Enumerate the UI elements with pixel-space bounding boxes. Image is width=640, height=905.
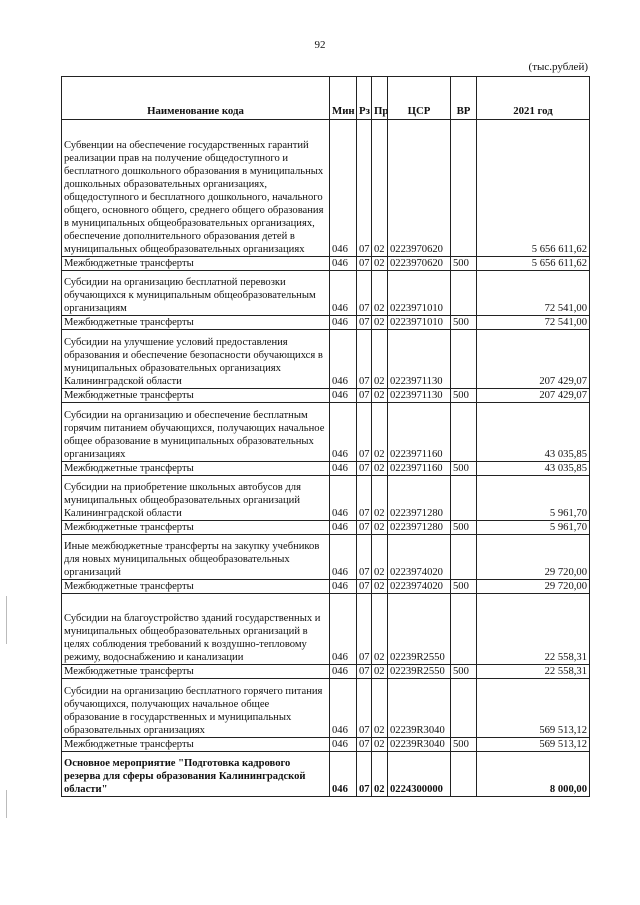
row-rz: 07	[357, 476, 372, 521]
row-min: 046	[330, 257, 357, 271]
row-amount: 207 429,07	[477, 389, 590, 403]
row-amount: 43 035,85	[477, 462, 590, 476]
row-rz: 07	[357, 594, 372, 665]
row-vr	[451, 120, 477, 257]
row-rz: 07	[357, 330, 372, 389]
row-vr: 500	[451, 316, 477, 330]
row-vr	[451, 594, 477, 665]
header-rz: Рз	[357, 77, 372, 120]
row-name: Субсидии на организацию бесплатной перевозки обучающихся к муниципальным общеобразовательным организациям	[62, 271, 330, 316]
row-amount: 569 513,12	[477, 679, 590, 738]
table-row	[62, 271, 590, 316]
row-amount: 22 558,31	[477, 594, 590, 665]
row-pr: 02	[372, 316, 388, 330]
table-row	[62, 738, 590, 752]
header-csr: ЦСР	[388, 77, 451, 120]
row-min: 046	[330, 738, 357, 752]
row-vr: 500	[451, 462, 477, 476]
row-min: 046	[330, 752, 357, 797]
row-vr	[451, 752, 477, 797]
row-csr: 02239R3040	[388, 738, 451, 752]
row-amount: 569 513,12	[477, 738, 590, 752]
table-row	[62, 521, 590, 535]
row-rz: 07	[357, 257, 372, 271]
row-name: Межбюджетные трансферты	[62, 462, 330, 476]
units-label: (тыс.рублей)	[528, 61, 588, 73]
row-name: Межбюджетные трансферты	[62, 580, 330, 594]
row-name: Субсидии на благоустройство зданий государственных и муниципальных общеобразовательных организаций в целях соблюдения требований к воздушно-тепловому режиму, водоснабжению и канализации	[62, 594, 330, 665]
row-min: 046	[330, 679, 357, 738]
row-pr: 02	[372, 580, 388, 594]
row-rz: 07	[357, 535, 372, 580]
table-header-row	[62, 77, 590, 120]
table-row	[62, 330, 590, 389]
row-pr: 02	[372, 738, 388, 752]
row-min: 046	[330, 476, 357, 521]
row-min: 046	[330, 120, 357, 257]
row-vr: 500	[451, 738, 477, 752]
row-pr: 02	[372, 462, 388, 476]
row-amount: 29 720,00	[477, 580, 590, 594]
row-vr: 500	[451, 580, 477, 594]
row-min: 046	[330, 403, 357, 462]
row-rz: 07	[357, 752, 372, 797]
row-name: Межбюджетные трансферты	[62, 665, 330, 679]
row-rz: 07	[357, 580, 372, 594]
row-csr: 0223971010	[388, 316, 451, 330]
table-row	[62, 257, 590, 271]
scan-margin-mark	[6, 790, 7, 818]
row-pr: 02	[372, 120, 388, 257]
row-csr: 0223971010	[388, 271, 451, 316]
header-amount: 2021 год	[477, 77, 590, 120]
table-row	[62, 476, 590, 521]
row-vr: 500	[451, 257, 477, 271]
row-pr: 02	[372, 476, 388, 521]
row-rz: 07	[357, 389, 372, 403]
row-name: Иные межбюджетные трансферты на закупку учебников для новых муниципальных общеобразовательных организаций	[62, 535, 330, 580]
row-amount: 72 541,00	[477, 271, 590, 316]
row-min: 046	[330, 316, 357, 330]
row-csr: 0223971160	[388, 403, 451, 462]
row-csr: 0223970620	[388, 257, 451, 271]
row-csr: 02239R2550	[388, 665, 451, 679]
header-name: Наименование кода	[62, 77, 330, 120]
row-pr: 02	[372, 679, 388, 738]
row-pr: 02	[372, 389, 388, 403]
row-csr: 0223971280	[388, 521, 451, 535]
table-row-bold	[62, 752, 590, 797]
row-rz: 07	[357, 738, 372, 752]
row-vr: 500	[451, 521, 477, 535]
row-name: Субсидии на организацию бесплатного горячего питания обучающихся, получающих начальное общее образование в государственных и муниципальных образовательных организациях	[62, 679, 330, 738]
row-vr	[451, 679, 477, 738]
header-vr: ВР	[451, 77, 477, 120]
row-min: 046	[330, 389, 357, 403]
header-min: Мин	[330, 77, 357, 120]
row-csr: 0223974020	[388, 580, 451, 594]
row-min: 046	[330, 594, 357, 665]
row-min: 046	[330, 535, 357, 580]
row-pr: 02	[372, 594, 388, 665]
row-rz: 07	[357, 120, 372, 257]
row-name: Субвенции на обеспечение государственных гарантий реализации прав на получение общедоступного и бесплатного дошкольного образования в муниципальных дошкольных образовательных организациях, общедоступного и бесплатного дошкольного, начального общего, основного общего, среднего общего образования в муниципальных общеобразовательных организациях, обеспечение дополнительного образования детей в муниципальных общеобразовательных организациях	[62, 120, 330, 257]
row-min: 046	[330, 330, 357, 389]
row-amount: 5 656 611,62	[477, 120, 590, 257]
row-amount: 5 961,70	[477, 476, 590, 521]
row-csr: 0223974020	[388, 535, 451, 580]
row-amount: 207 429,07	[477, 330, 590, 389]
table-row	[62, 594, 590, 665]
table-row	[62, 665, 590, 679]
row-rz: 07	[357, 271, 372, 316]
table-row	[62, 679, 590, 738]
row-vr: 500	[451, 665, 477, 679]
row-vr	[451, 476, 477, 521]
row-amount: 29 720,00	[477, 535, 590, 580]
row-name: Межбюджетные трансферты	[62, 389, 330, 403]
row-name: Основное мероприятие "Подготовка кадрового резерва для сферы образования Калининградской области"	[62, 752, 330, 797]
row-name: Субсидии на приобретение школьных автобусов для муниципальных общеобразовательных организаций Калининградской области	[62, 476, 330, 521]
row-csr: 02239R2550	[388, 594, 451, 665]
row-amount: 5 961,70	[477, 521, 590, 535]
row-name: Межбюджетные трансферты	[62, 521, 330, 535]
row-csr: 0223971280	[388, 476, 451, 521]
row-vr	[451, 330, 477, 389]
row-pr: 02	[372, 521, 388, 535]
row-min: 046	[330, 271, 357, 316]
row-min: 046	[330, 580, 357, 594]
table-row	[62, 462, 590, 476]
table-row	[62, 403, 590, 462]
row-min: 046	[330, 521, 357, 535]
row-pr: 02	[372, 257, 388, 271]
page-number: 92	[314, 39, 326, 51]
row-amount: 43 035,85	[477, 403, 590, 462]
row-min: 046	[330, 665, 357, 679]
row-pr: 02	[372, 535, 388, 580]
scan-margin-mark	[6, 596, 7, 644]
row-rz: 07	[357, 316, 372, 330]
table-row	[62, 389, 590, 403]
row-rz: 07	[357, 462, 372, 476]
row-pr: 02	[372, 271, 388, 316]
table-row	[62, 316, 590, 330]
row-pr: 02	[372, 403, 388, 462]
row-csr: 0223971130	[388, 330, 451, 389]
row-csr: 0223971130	[388, 389, 451, 403]
row-csr: 02239R3040	[388, 679, 451, 738]
row-amount: 5 656 611,62	[477, 257, 590, 271]
table-row	[62, 580, 590, 594]
table-row	[62, 535, 590, 580]
row-vr	[451, 403, 477, 462]
row-pr: 02	[372, 665, 388, 679]
row-name: Межбюджетные трансферты	[62, 316, 330, 330]
header-pr: Пр	[372, 77, 388, 120]
row-vr	[451, 535, 477, 580]
row-amount: 22 558,31	[477, 665, 590, 679]
row-rz: 07	[357, 679, 372, 738]
row-csr: 0224300000	[388, 752, 451, 797]
row-min: 046	[330, 462, 357, 476]
row-name: Межбюджетные трансферты	[62, 257, 330, 271]
row-csr: 0223970620	[388, 120, 451, 257]
row-amount: 8 000,00	[477, 752, 590, 797]
row-amount: 72 541,00	[477, 316, 590, 330]
row-csr: 0223971160	[388, 462, 451, 476]
budget-table	[61, 76, 590, 797]
row-name: Межбюджетные трансферты	[62, 738, 330, 752]
table-row	[62, 120, 590, 257]
row-rz: 07	[357, 521, 372, 535]
row-pr: 02	[372, 330, 388, 389]
row-name: Субсидии на улучшение условий предоставления образования и обеспечение безопасности обучающихся в муниципальных образовательных организациях Калининградской области	[62, 330, 330, 389]
row-rz: 07	[357, 665, 372, 679]
row-vr	[451, 271, 477, 316]
row-rz: 07	[357, 403, 372, 462]
row-name: Субсидии на организацию и обеспечение бесплатным горячим питанием обучающихся, получающих начальное общее образование в муниципальных образовательных организациях	[62, 403, 330, 462]
row-pr: 02	[372, 752, 388, 797]
row-vr: 500	[451, 389, 477, 403]
